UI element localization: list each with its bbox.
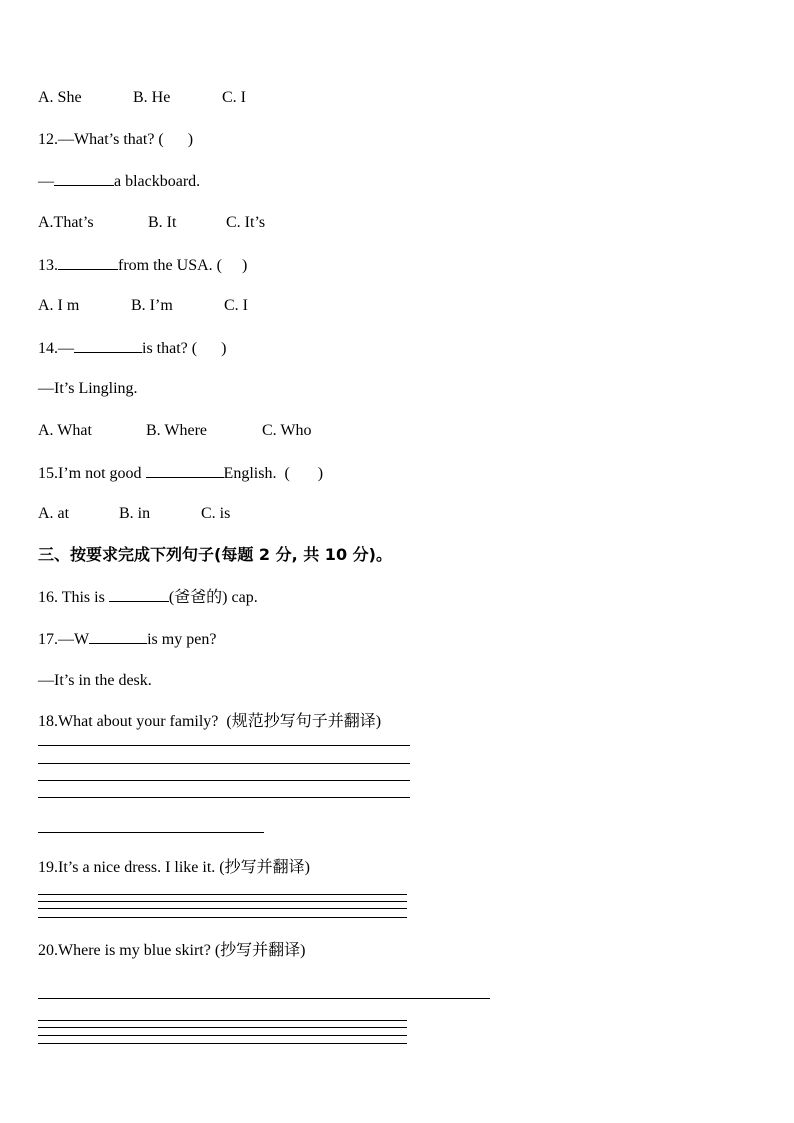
q18-writing-line-3[interactable]	[38, 780, 410, 781]
q16-after-blank: (爸爸的) cap.	[168, 589, 258, 606]
q15-after-blank: English. ( )	[223, 465, 324, 482]
q13-blank[interactable]	[58, 255, 118, 270]
q11-option-c: C. I	[222, 89, 246, 106]
q14-answer: —It’s Lingling.	[38, 380, 138, 397]
q20-writing-line-3[interactable]	[38, 1027, 407, 1028]
q20-writing-line-2[interactable]	[38, 1020, 407, 1021]
q17-blank[interactable]	[89, 629, 147, 644]
q12-blank[interactable]	[54, 171, 114, 186]
q14-number: 14.—	[38, 340, 74, 357]
q15-before-blank: 15.I’m not good	[38, 465, 146, 482]
q20-stem: 20.Where is my blue skirt? (抄写并翻译)	[38, 942, 306, 959]
q17-answer: —It’s in the desk.	[38, 672, 152, 689]
q16-stem	[38, 587, 258, 608]
q17-stem	[38, 629, 216, 650]
q14-stem	[38, 338, 226, 359]
q13-option-a: A. I m	[38, 297, 80, 314]
section-3-heading: 三、按要求完成下列句子(每题 2 分, 共 10 分)。	[38, 545, 392, 564]
q20-writing-line-1[interactable]	[38, 998, 490, 999]
q11-option-b: B. He	[133, 89, 171, 106]
q12-answer-line	[38, 171, 200, 192]
q18-stem: 18.What about your family? (规范抄写句子并翻译)	[38, 713, 382, 730]
q12-after-blank: a blackboard.	[114, 173, 201, 190]
q14-option-b: B. Where	[146, 422, 208, 439]
q12-option-b: B. It	[148, 214, 177, 231]
q13-option-b: B. I’m	[131, 297, 173, 314]
q15-stem	[38, 463, 323, 484]
q14-option-c: C. Who	[262, 422, 312, 439]
q14-after-blank: is that? ( )	[142, 340, 227, 357]
q16-before-blank: 16. This is	[38, 589, 109, 606]
q14-blank[interactable]	[74, 338, 142, 353]
q17-after-blank: is my pen?	[147, 631, 217, 648]
q12-stem: 12.—What’s that? ( )	[38, 131, 194, 148]
q17-before-blank: 17.—W	[38, 631, 90, 648]
q13-stem	[38, 255, 247, 276]
q12-option-a: A.That’s	[38, 214, 94, 231]
q13-after-blank: from the USA. ( )	[118, 257, 248, 274]
q15-option-a: A. at	[38, 505, 70, 522]
q15-blank[interactable]	[146, 463, 224, 478]
q19-writing-line-3[interactable]	[38, 908, 407, 909]
q14-option-a: A. What	[38, 422, 92, 439]
q16-blank[interactable]	[109, 587, 169, 602]
q20-writing-line-4[interactable]	[38, 1035, 407, 1036]
q15-option-c: C. is	[201, 505, 231, 522]
q12-option-c: C. It’s	[226, 214, 266, 231]
q13-number: 13.	[38, 257, 58, 274]
q18-writing-line-2[interactable]	[38, 763, 410, 764]
q13-option-c: C. I	[224, 297, 248, 314]
q18-writing-line-4[interactable]	[38, 797, 410, 798]
q11-option-a: A. She	[38, 89, 82, 106]
q15-option-b: B. in	[119, 505, 151, 522]
q12-dash: —	[38, 173, 54, 190]
q18-writing-line-1[interactable]	[38, 745, 410, 746]
q20-writing-line-5[interactable]	[38, 1043, 407, 1044]
q19-writing-line-1[interactable]	[38, 894, 407, 895]
q19-writing-line-2[interactable]	[38, 901, 407, 902]
q19-writing-line-4[interactable]	[38, 917, 407, 918]
q18-writing-line-5[interactable]	[38, 832, 264, 833]
q19-stem: 19.It’s a nice dress. I like it. (抄写并翻译)	[38, 859, 310, 876]
